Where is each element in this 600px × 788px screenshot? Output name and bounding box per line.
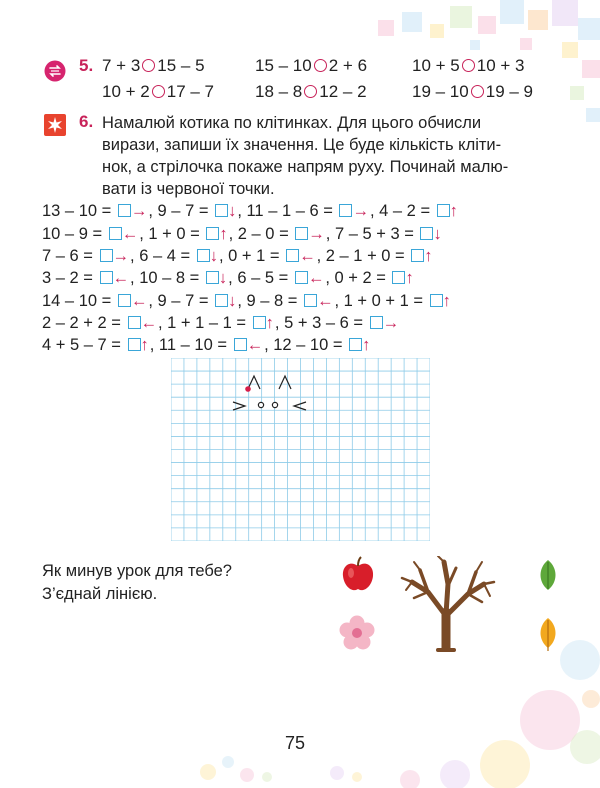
- red-start-dot: [245, 386, 251, 392]
- equation-expression: 13 – 10 =: [42, 202, 112, 220]
- equation-expression: 10 – 9 =: [42, 225, 103, 243]
- direction-arrow-icon: ←: [299, 247, 316, 265]
- cat-eye: [258, 402, 263, 407]
- direction-arrow-icon: ←: [317, 292, 334, 310]
- answer-box[interactable]: [118, 204, 131, 217]
- equation-expression: 9 – 8 =: [246, 292, 298, 310]
- answer-box[interactable]: [206, 271, 219, 284]
- direction-arrow-icon: ↑: [219, 225, 228, 243]
- equation-expression: 12 – 10 =: [273, 336, 343, 354]
- equation-line: [42, 314, 400, 333]
- answer-box[interactable]: [286, 249, 299, 262]
- equation-expression: 1 + 0 =: [148, 225, 200, 243]
- direction-arrow-icon: ←: [121, 225, 139, 243]
- yellow-leaf-icon[interactable]: [536, 616, 560, 652]
- direction-arrow-icon: ←: [140, 314, 157, 332]
- answer-box[interactable]: [215, 294, 228, 307]
- equation-line: [42, 202, 459, 221]
- separator: ,: [369, 202, 380, 220]
- green-leaf-icon[interactable]: [536, 558, 560, 592]
- equation-expression: 6 – 4 =: [139, 247, 191, 265]
- equation-expression: 14 – 10 =: [42, 292, 112, 310]
- equation-expression: 2 – 2 + 2 =: [42, 314, 121, 332]
- answer-box[interactable]: [295, 227, 308, 240]
- answer-box[interactable]: [392, 271, 405, 284]
- separator: ,: [158, 314, 168, 332]
- equation-line: [42, 336, 371, 355]
- comparison-item: 7 + 3 15 – 5: [102, 56, 205, 75]
- separator: ,: [149, 336, 159, 354]
- grid-canvas[interactable]: [171, 358, 430, 541]
- bare-tree-icon[interactable]: [398, 556, 498, 652]
- direction-arrow-icon: ←: [112, 269, 130, 287]
- cat-sketch: [233, 376, 306, 410]
- drawing-grid[interactable]: [171, 358, 430, 541]
- answer-box[interactable]: [128, 338, 141, 351]
- separator: ,: [148, 292, 158, 310]
- direction-arrow-icon: ↑: [362, 336, 371, 354]
- direction-arrow-icon: ↓: [433, 225, 442, 243]
- equation-expression: 9 – 7 =: [157, 292, 209, 310]
- direction-arrow-icon: ↑: [442, 292, 451, 310]
- answer-box[interactable]: [437, 204, 450, 217]
- direction-arrow-icon: ↑: [449, 202, 458, 220]
- comparison-circle[interactable]: [462, 59, 475, 72]
- separator: ,: [334, 292, 344, 310]
- task-5-number: 5.: [79, 56, 94, 75]
- equation-expression: 4 + 5 – 7 =: [42, 336, 121, 354]
- equation-expression: 4 – 2 =: [379, 202, 431, 220]
- direction-arrow-icon: ←: [307, 269, 325, 287]
- equation-expression: 2 – 1 + 0 =: [325, 247, 405, 265]
- equation-line: [42, 247, 434, 266]
- reflection-question: Як минув урок для тебе? З’єднай лінією.: [42, 562, 232, 603]
- cat-eye: [272, 402, 277, 407]
- comparison-item: 10 + 5 10 + 3: [412, 56, 525, 75]
- equation-expression: 10 – 8 =: [139, 269, 200, 287]
- equation-expression: 7 – 5 + 3 =: [334, 225, 414, 243]
- comparison-circle[interactable]: [152, 85, 165, 98]
- separator: ,: [139, 225, 149, 243]
- answer-box[interactable]: [128, 316, 141, 329]
- direction-arrow-icon: ←: [130, 292, 148, 310]
- direction-arrow-icon: ↑: [424, 247, 433, 265]
- direction-arrow-icon: ↓: [218, 269, 228, 287]
- page-number: 75: [285, 733, 306, 753]
- comparison-item: 18 – 8 12 – 2: [255, 82, 367, 101]
- answer-box[interactable]: [109, 227, 122, 240]
- equation-expression: 6 – 5 =: [237, 269, 289, 287]
- direction-arrow-icon: ←: [246, 336, 264, 354]
- direction-arrow-icon: ↓: [228, 202, 237, 220]
- equation-expression: 1 + 1 – 1 =: [167, 314, 247, 332]
- answer-box[interactable]: [295, 271, 308, 284]
- separator: ,: [228, 225, 238, 243]
- separator: ,: [237, 202, 247, 220]
- answer-box[interactable]: [349, 338, 362, 351]
- separator: ,: [148, 202, 158, 220]
- direction-arrow-icon: →: [382, 314, 400, 332]
- answer-box[interactable]: [304, 294, 317, 307]
- equation-expression: 11 – 1 – 6 =: [246, 202, 333, 220]
- separator: ,: [218, 247, 229, 265]
- comparison-circle[interactable]: [471, 85, 484, 98]
- apple-icon[interactable]: [340, 556, 376, 594]
- direction-arrow-icon: ↑: [405, 269, 414, 287]
- equation-expression: 3 – 2 =: [42, 269, 93, 287]
- direction-arrow-icon: ↑: [265, 314, 274, 332]
- equation-line: [42, 292, 452, 311]
- separator: ,: [228, 269, 238, 287]
- comparison-circle[interactable]: [304, 85, 317, 98]
- equation-expression: 0 + 1 =: [228, 247, 280, 265]
- flower-icon[interactable]: [338, 614, 376, 652]
- comparison-item: 15 – 10 2 + 6: [255, 56, 368, 75]
- answer-box[interactable]: [430, 294, 443, 307]
- separator: ,: [237, 292, 247, 310]
- answer-box[interactable]: [206, 227, 219, 240]
- answer-box[interactable]: [100, 249, 113, 262]
- cycle-icon: [44, 60, 66, 82]
- separator: ,: [325, 269, 335, 287]
- separator: ,: [130, 269, 140, 287]
- answer-box[interactable]: [370, 316, 383, 329]
- answer-box[interactable]: [197, 249, 210, 262]
- direction-arrow-icon: ↑: [140, 336, 149, 354]
- separator: ,: [325, 225, 335, 243]
- direction-arrow-icon: ↓: [228, 292, 237, 310]
- equation-expression: 5 + 3 – 6 =: [284, 314, 363, 332]
- answer-box[interactable]: [411, 249, 424, 262]
- equation-expression: 11 – 10 =: [158, 336, 227, 354]
- separator: ,: [316, 247, 326, 265]
- direction-arrow-icon: ↓: [209, 247, 218, 265]
- separator: ,: [130, 247, 140, 265]
- equation-expression: 0 + 2 =: [334, 269, 386, 287]
- answer-box[interactable]: [253, 316, 266, 329]
- comparison-item: 19 – 10 19 – 9: [412, 82, 533, 101]
- equation-line: [42, 225, 443, 244]
- equation-expression: 7 – 6 =: [42, 247, 93, 265]
- answer-box[interactable]: [215, 204, 228, 217]
- answer-box[interactable]: [234, 338, 247, 351]
- answer-box[interactable]: [100, 271, 113, 284]
- separator: ,: [274, 314, 285, 332]
- answer-box[interactable]: [339, 204, 352, 217]
- comparison-circle[interactable]: [142, 59, 155, 72]
- answer-box[interactable]: [118, 294, 131, 307]
- equation-expression: 1 + 0 + 1 =: [343, 292, 424, 310]
- direction-arrow-icon: →: [308, 225, 325, 243]
- comparison-item: 10 + 2 17 – 7: [102, 82, 215, 101]
- equation-line: [42, 269, 415, 288]
- direction-arrow-icon: →: [352, 202, 369, 220]
- separator: ,: [264, 336, 274, 354]
- task-6-number: 6.: [79, 112, 94, 131]
- star-burst-icon: [44, 114, 66, 136]
- comparison-circle[interactable]: [314, 59, 327, 72]
- equation-expression: 2 – 0 =: [237, 225, 289, 243]
- task-6-instructions: Намалюй котика по клітинках. Для цього обчисли вирази, запиши їх значення. Це буде кількість кліти- нок, а стрілочка покаже напрям руху. Починай малю- вати із червоної точки.: [102, 114, 509, 198]
- answer-box[interactable]: [420, 227, 433, 240]
- direction-arrow-icon: →: [130, 202, 148, 220]
- direction-arrow-icon: →: [112, 247, 130, 265]
- equation-expression: 9 – 7 =: [157, 202, 209, 220]
